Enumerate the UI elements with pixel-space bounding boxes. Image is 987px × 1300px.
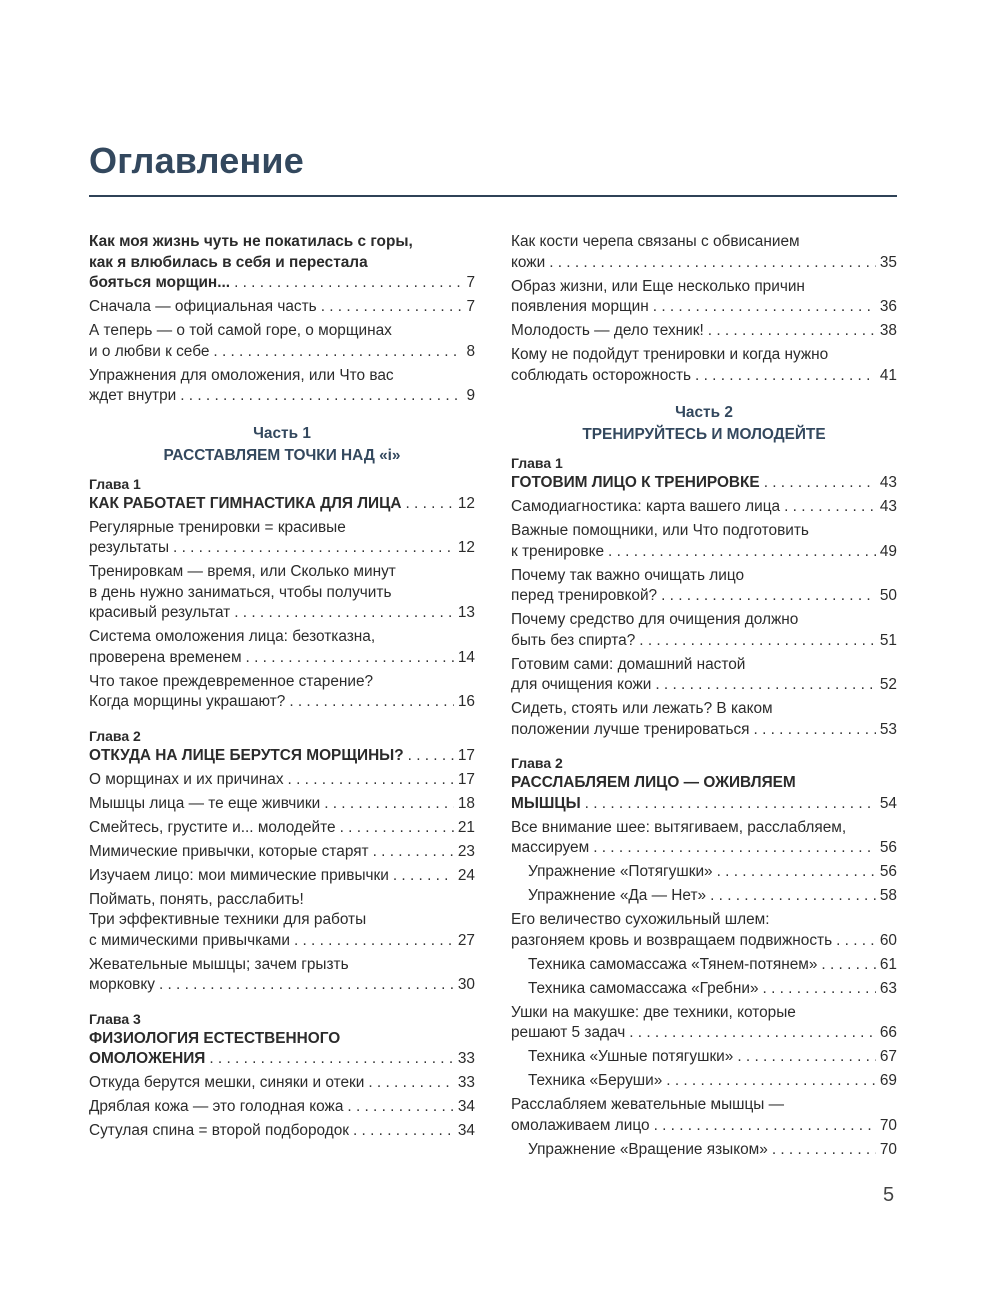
toc-entry[interactable]	[89, 890, 475, 952]
toc-entry[interactable]	[511, 1047, 897, 1068]
dot-leader	[661, 586, 876, 607]
toc-page-number: 56	[879, 839, 897, 856]
toc-entry-text: Кому не подойдут тренировки и когда нужно	[511, 346, 829, 363]
toc-page-number: 14	[457, 648, 475, 666]
toc-page-number: 54	[879, 794, 897, 812]
toc-entry-text: МЫШЦЫ	[511, 794, 581, 812]
toc-entry-text: Система омоложения лица: безотказна,	[89, 628, 376, 645]
toc-page-number: 51	[879, 631, 897, 649]
toc-entry-text: Почему средство для очищения должно	[511, 611, 799, 628]
dot-leader	[353, 1121, 454, 1142]
toc-entry[interactable]	[89, 1073, 475, 1094]
dot-leader	[234, 603, 454, 624]
toc-entry-text: Важные помощники, или Что подготовить	[511, 522, 809, 539]
toc-entry-text: Техника «Беруши»	[528, 1072, 663, 1089]
chapter-label: Глава 3	[89, 1010, 141, 1027]
part-number: Часть 2	[675, 404, 733, 421]
toc-entry-text: Упражнение «Потягушки»	[528, 863, 713, 880]
dot-leader	[821, 955, 875, 976]
toc-entry-text: ОМОЛОЖЕНИЯ	[89, 1050, 206, 1067]
toc-page-number: 8	[466, 342, 475, 360]
toc-entry-text: Мышцы лица — те еще живчики	[89, 794, 321, 812]
chapter-entries	[89, 1029, 475, 1142]
toc-entry-text: решают 5 задач	[511, 1024, 626, 1041]
toc-entry-text: ОТКУДА НА ЛИЦЕ БЕРУТСЯ МОРЩИНЫ?	[89, 746, 404, 764]
chapter-entries	[511, 473, 897, 740]
toc-entry-text: Тренировкам — время, или Сколько минут	[89, 563, 396, 580]
toc-entry-text: Упражнения для омоложения, или Что вас	[89, 366, 394, 384]
toc-page-number: 36	[879, 298, 897, 315]
toc-entry-text: А теперь — о той самой горе, о морщинах	[89, 322, 392, 339]
dot-leader	[754, 720, 876, 741]
toc-entry[interactable]	[511, 232, 897, 273]
toc-entry[interactable]	[511, 521, 897, 562]
toc-entry-text: появления морщин	[511, 298, 649, 315]
title-rule	[89, 195, 897, 197]
toc-entry-text: Как моя жизнь чуть не покатилась с горы,	[89, 233, 413, 250]
dot-leader	[695, 366, 876, 387]
toc-entry[interactable]	[89, 746, 475, 767]
toc-entry[interactable]	[89, 842, 475, 863]
toc-entry-text: быть без спирта?	[511, 631, 636, 649]
part-number: Часть 1	[253, 424, 311, 442]
dot-leader	[836, 931, 876, 952]
toc-entry-text: массируем	[511, 839, 590, 856]
toc-entry-text: Ушки на макушке: две техники, которые	[511, 1003, 796, 1021]
toc-entry[interactable]	[511, 910, 897, 951]
toc-entry[interactable]	[511, 773, 897, 814]
dot-leader	[213, 342, 462, 363]
toc-page-number: 34	[457, 1122, 475, 1139]
dot-leader	[347, 1097, 453, 1118]
toc-entry-text: ГОТОВИМ ЛИЦО К ТРЕНИРОВКЕ	[511, 474, 760, 491]
toc-entry-text: кожи	[511, 253, 546, 271]
toc-entry[interactable]	[511, 345, 897, 386]
dot-leader	[209, 1049, 454, 1070]
dot-leader	[585, 794, 876, 815]
dot-leader	[549, 253, 876, 274]
toc-entry[interactable]	[511, 473, 897, 494]
part-heading	[89, 423, 475, 467]
toc-entry-text: Образ жизни, или Еще несколько причин	[511, 277, 805, 295]
toc-entry-text: и о любви к себе	[89, 342, 210, 360]
toc-entry-text: соблюдать осторожность	[511, 366, 692, 384]
toc-entry-text: Молодость — дело техник!	[511, 322, 704, 339]
toc-page-number: 50	[879, 587, 897, 604]
toc-page-number: 41	[879, 366, 897, 384]
toc-entry[interactable]	[89, 562, 475, 624]
toc-entry[interactable]	[89, 297, 475, 318]
toc-entry[interactable]	[511, 610, 897, 651]
dot-leader	[324, 794, 454, 815]
toc-entry[interactable]	[89, 770, 475, 791]
toc-entry-text: Мимические привычки, которые старят	[89, 842, 369, 860]
toc-entry-text: Сидеть, стоять или лежать? В каком	[511, 700, 773, 717]
toc-page-number: 69	[879, 1072, 897, 1089]
intro-group	[89, 232, 475, 407]
toc-entry-text: результаты	[89, 539, 170, 556]
toc-page-number: 7	[466, 298, 475, 315]
toc-entry[interactable]	[511, 979, 897, 1000]
toc-entry[interactable]	[89, 1121, 475, 1142]
dot-leader	[655, 675, 876, 696]
toc-page-number: 53	[879, 720, 897, 738]
toc-entry[interactable]	[89, 366, 475, 407]
chapter-entries	[511, 773, 897, 1160]
page-title: Оглавление	[89, 140, 304, 181]
toc-entry-text: Сначала — официальная часть	[89, 298, 317, 315]
page-number: 5	[883, 1184, 895, 1206]
toc-page-number: 16	[457, 693, 475, 710]
toc-entry-text: Техника самомассажа «Тянем-потянем»	[528, 955, 818, 973]
toc-page-number: 12	[457, 539, 475, 556]
toc-column-right	[511, 232, 897, 1164]
part-title: ТРЕНИРУЙТЕСЬ И МОЛОДЕЙТЕ	[582, 426, 826, 443]
dot-leader	[405, 494, 453, 515]
toc-page-number: 12	[457, 494, 475, 512]
toc-entry-text: Как кости черепа связаны с обвисанием	[511, 233, 800, 250]
toc-entry[interactable]	[511, 1071, 897, 1092]
toc-entry[interactable]	[89, 818, 475, 839]
toc-entry[interactable]	[89, 955, 475, 996]
dot-leader	[608, 542, 876, 563]
dot-leader	[784, 497, 876, 518]
toc-page-number: 63	[879, 979, 897, 997]
toc-page-number: 17	[457, 746, 475, 764]
toc-page-number: 30	[457, 976, 475, 993]
toc-page-number: 56	[879, 863, 897, 880]
chapter-label: Глава 1	[511, 455, 563, 471]
dot-leader	[180, 386, 462, 407]
toc-entry[interactable]	[89, 232, 475, 294]
toc-entry[interactable]	[89, 794, 475, 815]
toc-entry-text: ФИЗИОЛОГИЯ ЕСТЕСТВЕННОГО	[89, 1029, 341, 1047]
dot-leader	[246, 648, 454, 669]
toc-page-number: 70	[879, 1140, 897, 1158]
dot-leader	[764, 473, 876, 494]
toc-entry-text: Техника «Ушные потягушки»	[528, 1048, 734, 1065]
toc-column-left	[89, 232, 475, 1145]
toc-entry[interactable]	[511, 699, 897, 740]
toc-entry-text: красивый результат	[89, 604, 231, 621]
toc-page-number: 43	[879, 498, 897, 515]
toc-entry-text: КАК РАБОТАЕТ ГИМНАСТИКА ДЛЯ ЛИЦА	[89, 494, 402, 512]
toc-entry[interactable]	[89, 1029, 475, 1070]
toc-entry-text: перед тренировкой?	[511, 587, 658, 604]
dot-leader	[629, 1023, 876, 1044]
toc-entry-text: Дряблая кожа — это голодная кожа	[89, 1098, 344, 1115]
continued-group	[511, 232, 897, 386]
toc-entry-text: для очищения кожи	[511, 676, 652, 693]
toc-entry-text: Его величество сухожильный шлем:	[511, 911, 770, 928]
toc-entry-text: Откуда берутся мешки, синяки и отеки	[89, 1074, 365, 1091]
toc-page-number: 66	[879, 1024, 897, 1041]
toc-entry-text: Все внимание шее: вытягиваем, расслабляем,	[511, 818, 847, 836]
toc-entry-text: в день нужно заниматься, чтобы получить	[89, 583, 392, 601]
toc-page-number: 52	[879, 676, 897, 693]
chapter-entries	[89, 746, 475, 996]
part-title: РАССТАВЛЯЕМ ТОЧКИ НАД «i»	[163, 446, 401, 464]
dot-leader	[234, 273, 462, 294]
toc-page-number: 43	[879, 474, 897, 491]
toc-entry[interactable]	[89, 518, 475, 559]
toc-entry-text: Упражнение «Вращение языком»	[528, 1140, 768, 1158]
dot-leader	[593, 838, 876, 859]
toc-entry-text: Сутулая спина = второй подбородок	[89, 1122, 349, 1139]
toc-page-number: 13	[457, 604, 475, 621]
dot-leader	[340, 818, 454, 839]
toc-entry-text: Самодиагностика: карта вашего лица	[511, 498, 781, 515]
dot-leader	[408, 746, 454, 767]
toc-entry-text: Регулярные тренировки = красивые	[89, 518, 346, 536]
toc-entry[interactable]	[511, 886, 897, 907]
toc-entry-text: О морщинах и их причинах	[89, 770, 284, 788]
dot-leader	[639, 631, 876, 652]
toc-entry[interactable]	[511, 818, 897, 859]
dot-leader	[368, 1073, 454, 1094]
toc-page-number: 24	[457, 866, 475, 884]
toc-entry[interactable]	[511, 862, 897, 883]
toc-entry[interactable]	[511, 1003, 897, 1044]
toc-entry-text: Три эффективные техники для работы	[89, 911, 367, 928]
toc-entry[interactable]	[511, 321, 897, 342]
dot-leader	[288, 770, 454, 791]
toc-entry[interactable]	[511, 955, 897, 976]
toc-page-number: 67	[879, 1048, 897, 1065]
toc-entry[interactable]	[511, 277, 897, 318]
toc-entry[interactable]	[89, 494, 475, 515]
dot-leader	[289, 692, 454, 713]
toc-entry-text: Расслабляем жевательные мышцы —	[511, 1096, 785, 1113]
dot-leader	[653, 297, 876, 318]
toc-entry[interactable]	[511, 497, 897, 518]
dot-leader	[763, 979, 876, 1000]
toc-entry-text: как я влюбилась в себя и перестала	[89, 253, 368, 271]
toc-entry[interactable]	[89, 672, 475, 713]
dot-leader	[159, 975, 454, 996]
toc-page-number: 49	[879, 542, 897, 560]
toc-page-number: 34	[457, 1098, 475, 1115]
dot-leader	[710, 886, 876, 907]
toc-entry-text: Упражнение «Да — Нет»	[528, 887, 707, 904]
chapter-label: Глава 1	[89, 475, 141, 492]
toc-page-number: 23	[457, 842, 475, 860]
toc-entry[interactable]	[89, 321, 475, 362]
toc-entry[interactable]	[89, 866, 475, 887]
toc-page-number: 38	[879, 322, 897, 339]
dot-leader	[772, 1140, 876, 1161]
chapter-entries	[89, 494, 475, 713]
dot-leader	[294, 931, 454, 952]
toc-entry[interactable]	[511, 1140, 897, 1161]
dot-leader	[654, 1116, 876, 1137]
toc-entry-text: разгоняем кровь и возвращаем подвижность	[511, 931, 833, 949]
toc-page-number: 61	[879, 955, 897, 973]
toc-entry[interactable]	[511, 1095, 897, 1136]
dot-leader	[373, 842, 454, 863]
toc-page-number: 17	[457, 770, 475, 788]
toc-page-number: 35	[879, 253, 897, 271]
toc-entry-text: Когда морщины украшают?	[89, 693, 286, 710]
toc-entry-text: Поймать, понять, расслабить!	[89, 890, 304, 908]
dot-leader	[321, 297, 463, 318]
toc-entry-text: Что такое преждевременное старение?	[89, 672, 374, 690]
toc-entry[interactable]	[89, 1097, 475, 1118]
toc-entry[interactable]	[89, 627, 475, 668]
toc-page-number: 27	[457, 931, 475, 949]
dot-leader	[708, 321, 876, 342]
toc-entry-text: Изучаем лицо: мои мимические привычки	[89, 866, 389, 884]
toc-page-number: 33	[457, 1074, 475, 1091]
toc-page-number: 21	[457, 818, 475, 836]
toc-page-number: 70	[879, 1116, 897, 1134]
toc-page-number: 18	[457, 794, 475, 812]
toc-entry-text: Смейтесь, грустите и... молодейте	[89, 818, 336, 836]
toc-entry-text: омолаживаем лицо	[511, 1116, 650, 1134]
chapter-label: Глава 2	[89, 727, 141, 744]
toc-entry-text: с мимическими привычками	[89, 931, 290, 949]
toc-entry-text: РАССЛАБЛЯЕМ ЛИЦО — ОЖИВЛЯЕМ	[511, 774, 796, 791]
toc-entry-text: ждет внутри	[89, 387, 177, 404]
dot-leader	[393, 866, 454, 887]
toc-entry-text: Почему так важно очищать лицо	[511, 566, 745, 584]
toc-page-number: 7	[466, 274, 475, 291]
part-heading	[511, 402, 897, 446]
toc-entry-text: Жевательные мышцы; зачем грызть	[89, 955, 349, 973]
toc-entry-text: Техника самомассажа «Гребни»	[528, 979, 759, 997]
toc-entry-text: проверена временем	[89, 648, 242, 666]
toc-page-number: 58	[879, 887, 897, 904]
toc-entry-text: положении лучше тренироваться	[511, 720, 750, 738]
toc-entry-text: бояться морщин...	[89, 274, 231, 291]
dot-leader	[666, 1071, 876, 1092]
dot-leader	[737, 1047, 876, 1068]
toc-page-number: 60	[879, 931, 897, 949]
dot-leader	[173, 538, 454, 559]
dot-leader	[717, 862, 876, 883]
toc-entry-text: морковку	[89, 976, 155, 993]
toc-page-number: 9	[466, 387, 475, 404]
toc-entry[interactable]	[511, 655, 897, 696]
toc-entry[interactable]	[511, 566, 897, 607]
chapter-label: Глава 2	[511, 755, 563, 771]
toc-page-number: 33	[457, 1050, 475, 1067]
toc-entry-text: Готовим сами: домашний настой	[511, 655, 746, 673]
toc-entry-text: к тренировке	[511, 542, 605, 560]
